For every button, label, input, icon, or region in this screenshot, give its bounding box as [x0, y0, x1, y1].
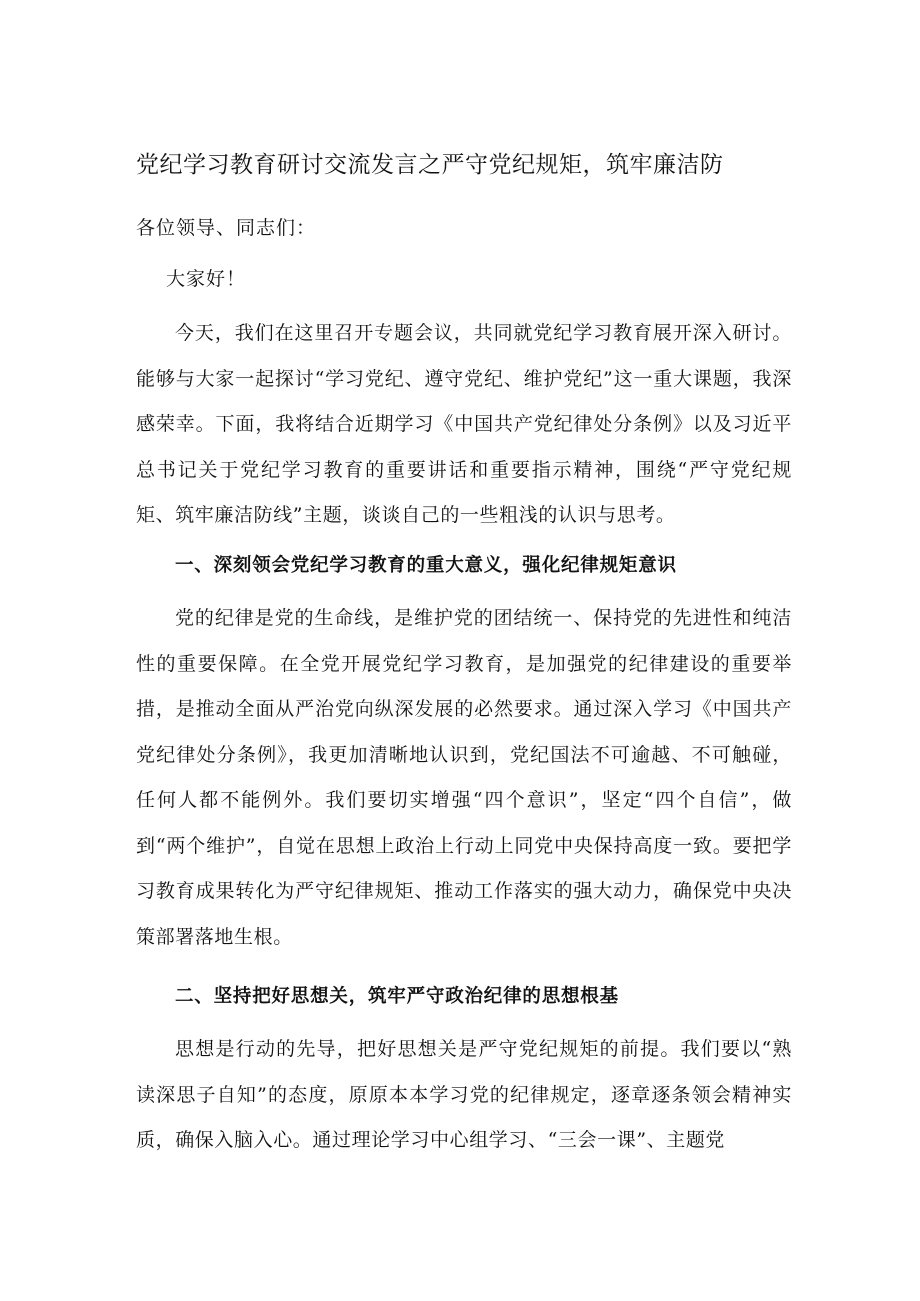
section-heading-1: 一、深刻领会党纪学习教育的重大意义，强化纪律规矩意识	[175, 555, 677, 576]
salutation: 各位领导、同志们：	[136, 217, 317, 239]
intro-paragraph: 今天，我们在这里召开专题会议，共同就党纪学习教育展开深入研讨。能够与大家一起探讨“学习党纪、遵守党纪、维护党纪”这一重大课题，我深感荣幸。下面，我将结合近期学习《中国共产党纪律处分条例》以及习近平总书记关于党纪学习教育的重要讲话和重要指示精神，围绕“严守党纪规矩、筑牢廉洁防线”主题，谈谈自己的一些粗浅的认识与思考。	[136, 322, 792, 526]
section-heading-2: 二、坚持把好思想关，筑牢严守政治纪律的思想根基	[175, 986, 619, 1007]
section-paragraph-1: 党的纪律是党的生命线，是维护党的团结统一、保持党的先进性和纯洁性的重要保障。在全党开展党纪学习教育，是加强党的纪律建设的重要举措，是推动全面从严治党向纵深发展的必然要求。通过深入学习《中国共产党纪律处分条例》，我更加清晰地认识到，党纪国法不可逾越、不可触碰，任何人都不能例外。我们要切实增强“四个意识”，坚定“四个自信”，做到“两个维护”，自觉在思想上政治上行动上同党中央保持高度一致。要把学习教育成果转化为严守纪律规矩、推动工作落实的强大动力，确保党中央决策部署落地生根。	[136, 607, 792, 948]
greeting: 大家好！	[166, 268, 247, 290]
section-paragraph-2: 思想是行动的先导，把好思想关是严守党纪规矩的前提。我们要以“熟读深思子自知”的态度，原原本本学习党的纪律规定，逐章逐条领会精神实质，确保入脑入心。通过理论学习中心组学习、“三会一课”、主题党	[136, 1038, 792, 1151]
document-title: 党纪学习教育研讨交流发言之严守党纪规矩，筑牢廉洁防	[136, 152, 724, 178]
